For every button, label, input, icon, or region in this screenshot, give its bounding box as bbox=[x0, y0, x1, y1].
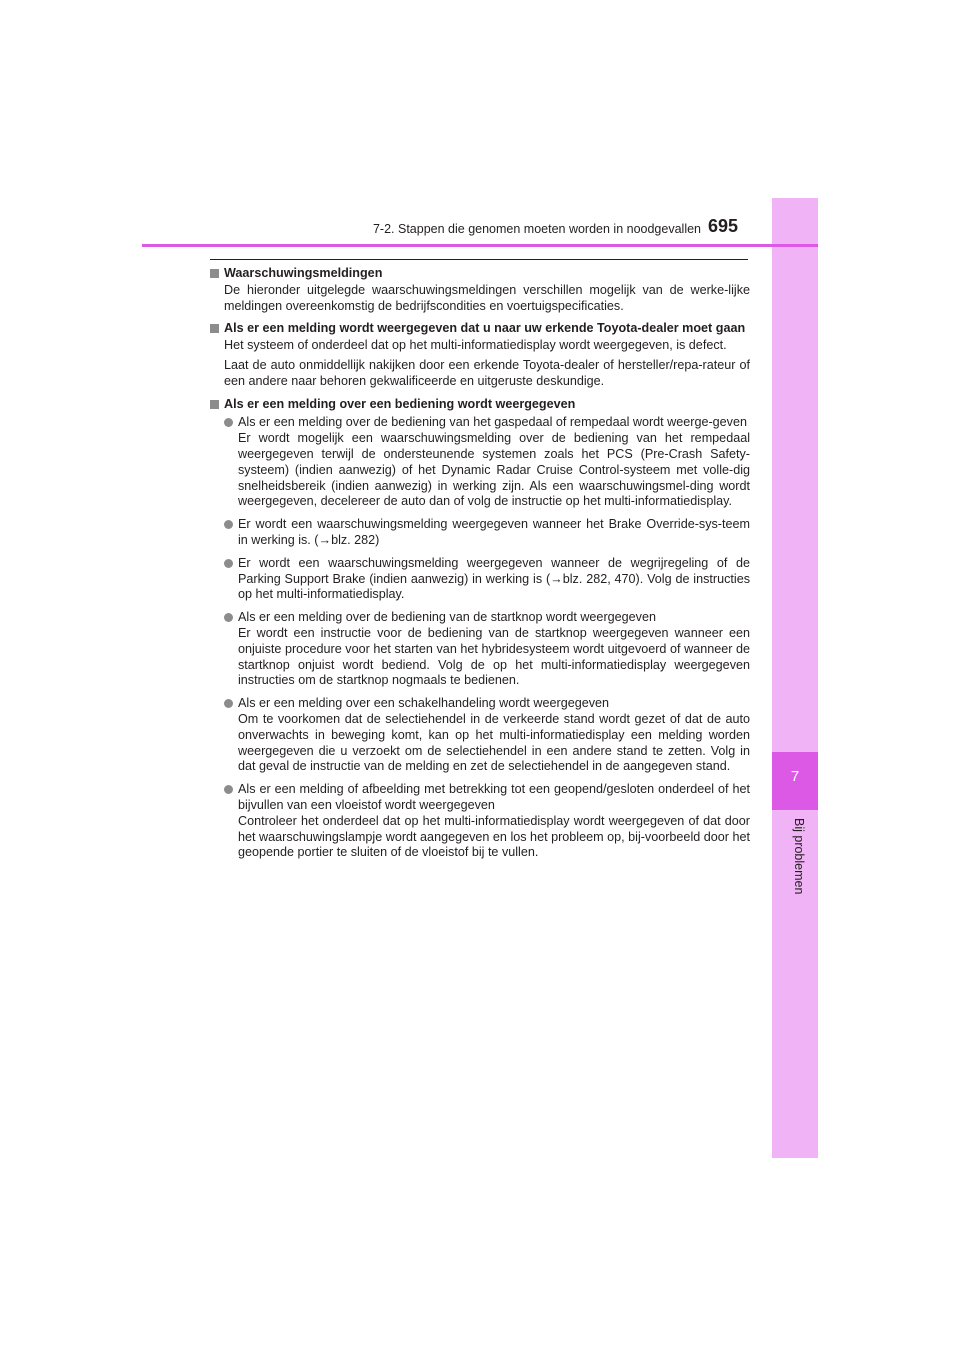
list-item-title: Er wordt een waarschuwingsmelding weergegeven wanneer de wegrijregeling of de Parking Support Brake (indien aanwezig) in werking is (→blz. 282, 470). Volg de instructies op het multi-informatiedisplay. bbox=[238, 555, 750, 602]
round-bullet-icon bbox=[224, 613, 233, 622]
list-item bbox=[210, 782, 750, 861]
list-item-text: Er wordt mogelijk een waarschuwingsmelding over de bediening van het rempedaal weergegeven terwijl de ondersteunende systemen zoals het PCS (Pre-Crash Safety-systeem) (indien aanwezig) of het Dynamic Radar Cruise Control-systeem met volle-dig snelheidsbereik (indien aanwezig) in werking zijn. Als een waarschuwingsmel-ding wordt weergegeven, decelereer de auto dan of volg de instructie op het multi-informatiedisplay. bbox=[238, 431, 750, 509]
list-item-text: Om te voorkomen dat de selectiehendel in de verkeerde stand wordt gezet of dat de auto onverwachts in beweging komt, kan op het multi-informatiedisplay een melding worden weergegeven die u verzoekt om de selectiehendel in een andere stand te zetten. Volg in dat geval de instructie van de melding en zet de selectiehendel in de aangegeven stand. bbox=[238, 711, 750, 774]
list-item bbox=[210, 517, 750, 549]
list-item bbox=[210, 556, 750, 603]
paragraph: Het systeem of onderdeel dat op het multi-informatiedisplay wordt weergegeven, is defect. bbox=[224, 338, 727, 353]
page-content bbox=[210, 266, 750, 861]
round-bullet-icon bbox=[224, 699, 233, 708]
page-number: 695 bbox=[708, 216, 739, 236]
section-heading bbox=[210, 397, 750, 413]
side-tab-strip bbox=[772, 198, 818, 1158]
section-heading bbox=[210, 321, 750, 337]
list-item-text: Controleer het onderdeel dat op het multi-informatiedisplay wordt weergegeven of dat door het waarschuwingslampje wordt aangegeven en los het probleem op, bij-voorbeeld door het geopende portier te sluiten of de vloeistof bij te vullen. bbox=[238, 813, 750, 860]
list-item-title: Als er een melding over de bediening van de startknop wordt weergegeven bbox=[238, 610, 656, 625]
list-item bbox=[210, 610, 750, 689]
round-bullet-icon bbox=[224, 559, 233, 568]
heading-text: Waarschuwingsmeldingen bbox=[224, 266, 383, 280]
round-bullet-icon bbox=[224, 520, 233, 529]
paragraph: De hieronder uitgelegde waarschuwingsmeldingen verschillen mogelijk van de werke-lijke meldingen overeenkomstig de bedrijfscondities en voertuigspecificaties. bbox=[224, 282, 750, 313]
square-bullet-icon bbox=[210, 324, 219, 333]
round-bullet-icon bbox=[224, 785, 233, 794]
chapter-number: 7 bbox=[790, 768, 800, 785]
list-item-title: Als er een melding over de bediening van het gaspedaal of rempedaal wordt weerge-geven bbox=[238, 415, 747, 430]
list-item bbox=[210, 415, 750, 510]
list-item-title: Als er een melding of afbeelding met betrekking tot een geopend/gesloten onderdeel of het bijvullen van een vloeistof wordt weergegeven bbox=[238, 782, 750, 812]
header-rule bbox=[142, 244, 818, 247]
chapter-title: Bij problemen bbox=[792, 818, 806, 895]
list-item-text: Er wordt een instructie voor de bediening van de startknop weergegeven wanneer een onjuiste procedure voor het starten van het hybridesysteem wordt uitgevoerd of wanneer de startknop onjuist wordt bediend. Volg de op het multi-informatiedisplay weergegeven instructies om de startknop nogmaals te bedienen. bbox=[238, 625, 750, 688]
content-rule bbox=[210, 259, 748, 260]
list-item-title: Er wordt een waarschuwingsmelding weergegeven wanneer het Brake Override-sys-teem in werking is. (→blz. 282) bbox=[238, 517, 750, 547]
section-heading bbox=[210, 266, 750, 282]
square-bullet-icon bbox=[210, 400, 219, 409]
list-item bbox=[210, 696, 750, 775]
square-bullet-icon bbox=[210, 269, 219, 278]
paragraph: Laat de auto onmiddellijk nakijken door een erkende Toyota-dealer of hersteller/repa-rateur of een andere naar behoren gekwalificeerde en uitgeruste deskundige. bbox=[224, 357, 750, 388]
section-title: 7-2. Stappen die genomen moeten worden in noodgevallen bbox=[372, 222, 701, 236]
heading-text: Als er een melding wordt weergegeven dat u naar uw erkende Toyota-dealer moet gaan bbox=[224, 321, 746, 336]
list-item-title: Als er een melding over een schakelhandeling wordt weergegeven bbox=[238, 696, 610, 711]
heading-text: Als er een melding over een bediening wordt weergegeven bbox=[224, 396, 576, 411]
round-bullet-icon bbox=[224, 418, 233, 427]
